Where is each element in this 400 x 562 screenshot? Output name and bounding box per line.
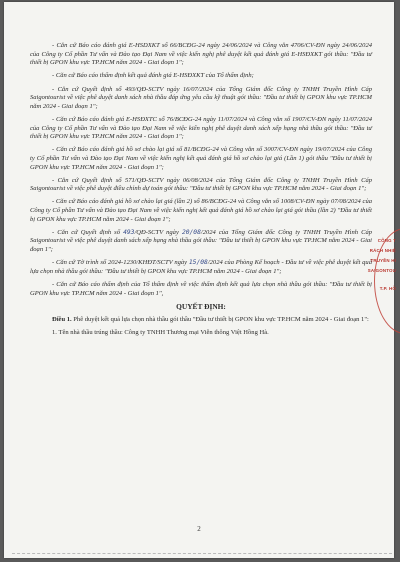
paragraph-basis-5 (30, 146, 372, 172)
paragraph-text: Căn cứ Báo cáo đánh giá hồ sơ chào lại giá (lần 2) số 86/BCĐG-24 và Công văn số 1008/CV-ĐN ngày 07/08/2024 của Công ty Cổ phần Tư vấn và Đào tạo Đại Nam về việc kiến nghị kết quả đánh giá hồ sơ chào lại giá gói thầu (lần 2) "Đầu tư thiết bị GPON khu vực TP.HCM năm 2024 - Giai đoạn 1"; (30, 198, 372, 223)
article-text: Phê duyệt kết quả lựa chọn nhà thầu gói thầu "Đầu tư thiết bị GPON khu vực TP.HCM năm 2024 - Giai đoạn 1": (71, 315, 369, 323)
seal-text-line: TRUYỀN HÌ (370, 258, 396, 263)
article-title: Điều 1. (52, 315, 72, 323)
handwritten-date: 15/08 (188, 259, 208, 267)
paragraph-basis-2 (30, 72, 372, 81)
company-seal (368, 228, 398, 332)
paragraph-text: /2024 của Tổng Giám đốc Công ty TNHH Truyền Hình Cáp Saigontourist về việc phê duyệt danh sách xếp hạng nhà thầu gói thầu: "Đầu tư thiết bị GPON khu vực TP.HCM năm 2024 - Giai đoạn 1"; (30, 228, 372, 254)
paragraph-text: Căn cứ Quyết định số 571/QĐ-SCTV ngày 06/08/2024 của Tổng Giám đốc Công ty TNHH Truyền Hình Cáp Saigontourist về việc phê duyệt điều chỉnh dự toán gói thầu: "Đầu tư thiết bị GPON khu vực TP.HCM năm 2024 - Giai đoạn 1"; (30, 176, 372, 193)
page-divider (12, 553, 392, 554)
paragraph-text: Căn cứ Báo cáo thẩm định kết quả đánh giá E-HSĐXKT của Tổ thẩm định; (55, 72, 254, 80)
paragraph-text: Căn cứ Báo cáo đánh giá E-HSDXKT số 66/BCĐG-24 ngày 24/06/2024 và Công văn 4706/CV-ĐN ngày 24/06/2024 của Công ty Cổ phần Tư vấn và Đào tạo Đại Nam về việc kiến nghị phê duyệt kết quả đánh giá E-HSĐXKT gói thầu: "Đầu tư thiết bị GPON khu vực TP.HCM năm 2024 - Giai đoạn 1"; (30, 42, 372, 67)
item-number: 1. (52, 328, 57, 336)
seal-text-line: CÔNG T (377, 238, 396, 243)
paragraph-basis-6 (30, 177, 372, 194)
paragraph-text: /QĐ-SCTV ngày (134, 228, 182, 236)
page-number: 2 (197, 525, 201, 533)
bullet: - (52, 115, 57, 123)
bullet: - (52, 72, 56, 80)
handwritten-decision-number: 493 (123, 228, 135, 236)
bullet: - (52, 42, 57, 49)
paragraph-text: /2024 của Phòng Kế hoạch - Đầu tư về việc phê duyệt kết quả lựa chọn nhà thầu gói thầu: "Đầu tư thiết bị GPON khu vực TP.HCM năm 2024 - Giai đoạn 1"; (30, 259, 372, 275)
decision-heading: QUYẾT ĐỊNH: (176, 302, 226, 312)
paragraph-basis-7 (30, 198, 372, 224)
paragraph-basis-10 (30, 281, 372, 298)
bullet: - (52, 198, 56, 206)
paragraph-text: Căn cứ Quyết định số 493/QĐ-SCTV ngày 16/07/2024 của Tổng Giám đốc Công ty TNHH Truyền Hình Cáp Saigontourist về việc phê duyệt danh sách nhà thầu đáp ứng yêu cầu kỹ thuật gói thầu: "Đầu tư thiết bị GPON khu vực TP.HCM năm 2024 - Giai đoạn 1"; (30, 85, 372, 110)
item-text: Tên nhà thầu trúng thầu: Công ty TNHH Thương mại Viễn thông Việt Hồng Hà. (56, 328, 269, 336)
seal-text-line: RÁCH NHIỆ (369, 248, 396, 253)
paragraph-text: - Căn cứ Tờ trình số 2024-1230/KHĐT/SCTV ngày (52, 259, 189, 267)
document-page (4, 2, 394, 558)
paragraph-basis-1 (30, 42, 372, 68)
seal-text-line: SAIGONTOU (367, 268, 396, 273)
bullet: - (52, 281, 57, 288)
paragraph-text: Căn cứ Báo cáo thẩm định của Tổ thẩm định về việc thẩm định kết quả lựa chọn nhà thầu gói thầu: "Đầu tư thiết bị GPON khu vực TP.HCM năm 2024 - Giai đoạn 1", (30, 281, 372, 297)
article-1 (30, 316, 372, 325)
handwritten-date: 20/08 (181, 228, 201, 236)
paragraph-text: Căn cứ Báo cáo đánh giá hồ sơ chào lại giá số 81/BCĐG-24 và Công văn số 3007/CV-ĐN ngày 19/07/2024 của Công ty Cổ phần Tư vấn và Đào tạo Đại Nam về việc kiến nghị kết quả đánh giá hồ sơ chào lại giá (Lần 1) gói thầu "Đầu tư thiết bị GPON khu vực TP.HCM năm 2024 - Giai đoạn 1"; (30, 146, 372, 171)
seal-text-line: T.P. HỒ (379, 286, 396, 291)
paragraph-text: Căn cứ Báo cáo đánh giá E-HSĐXTC số 76/BCĐG-24 ngày 11/07/2024 và Công văn số 1907/CV-ĐN ngày 11/07/2024 của Công ty Cổ phần Tư vấn và Đào tạo Đại Nam về việc kiến nghị phê duyệt danh sách xếp hạng nhà thầu gói thầu: "Đầu tư thiết bị GPON khu vực TP.HCM năm 2024 - Giai đoạn 1"; (30, 115, 372, 141)
bullet: - (52, 85, 58, 93)
paragraph-basis-8 (30, 229, 372, 255)
paragraph-basis-3 (30, 86, 372, 112)
seal-ring (374, 228, 400, 334)
bullet: - (52, 176, 58, 184)
paragraph-basis-9 (30, 259, 372, 276)
bullet: - (52, 146, 57, 154)
article-1-item-1 (30, 329, 372, 338)
paragraph-basis-4 (30, 116, 372, 142)
document-body (30, 42, 372, 342)
paragraph-text: - Căn cứ Quyết định số (52, 228, 124, 236)
